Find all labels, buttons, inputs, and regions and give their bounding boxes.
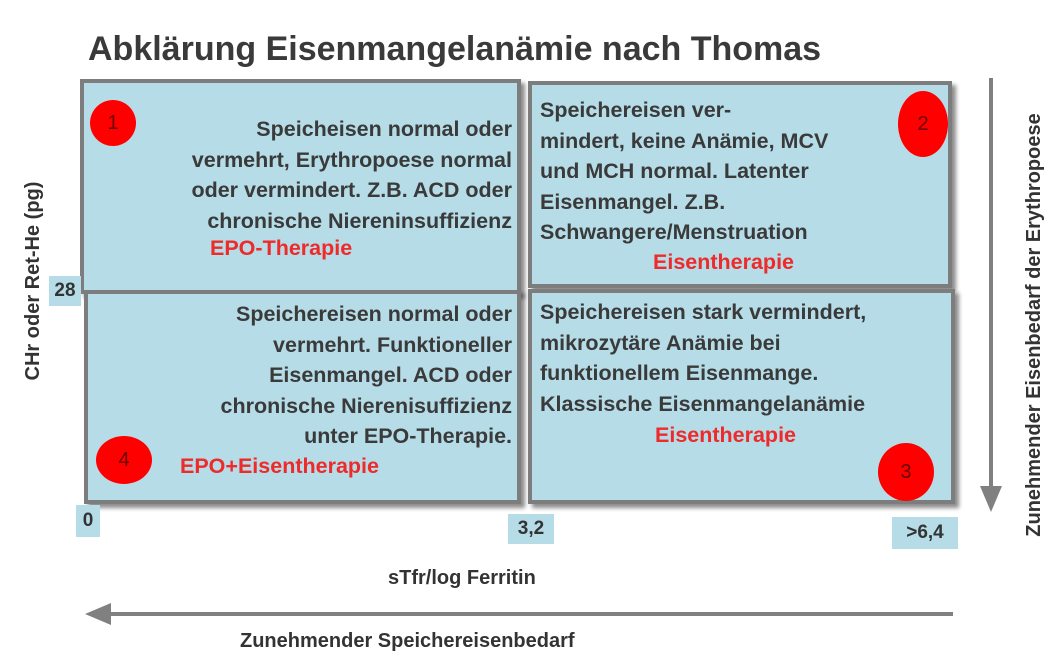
quadrant-4-text: Speichereisen normal oder vermehrt. Funktioneller Eisenmangel. ACD oder chronische Nierenisuffizienz unter EPO-Therapie. — [220, 302, 512, 448]
quadrant-4-number-badge: 4 — [96, 436, 152, 484]
right-arrow-icon — [978, 78, 1004, 514]
quadrant-1-text: Speicheisen normal oder vermehrt, Erythropoese normal oder vermindert. Z.B. ACD oder chronische Niereninsuffizienz — [191, 117, 512, 233]
right-arrow-label: Zunehmender Eisenbedarf der Erythropoese — [1023, 113, 1045, 537]
quadrant-3-therapy: Eisentherapie — [655, 423, 796, 447]
quadrant-2-number-badge: 2 — [898, 91, 948, 157]
x-tick-3-2: 3,2 — [508, 514, 554, 544]
x-tick-origin: 0 — [76, 505, 100, 537]
y-tick-28: 28 — [49, 276, 81, 306]
diagram-title: Abklärung Eisenmangelanämie nach Thomas — [88, 30, 822, 68]
quadrant-1-number-badge: 1 — [90, 100, 136, 146]
quadrant-3-text: Speichereisen stark vermindert, mikrozytäre Anämie bei funktionellem Eisenmange. Klassische Eisenmangelanämie — [540, 300, 867, 416]
bottom-arrow-label: Zunehmender Speichereisenbedarf — [240, 630, 575, 652]
bottom-arrow-icon — [85, 601, 955, 627]
quadrant-4-therapy: EPO+Eisentherapie — [180, 454, 379, 478]
x-axis-label: sTfr/log Ferritin — [388, 567, 536, 589]
quadrant-2-text: Speichereisen ver- mindert, keine Anämie, MCV und MCH normal. Latenter Eisenmangel. Z.B. Schwangere/Menstruation — [540, 98, 829, 244]
quadrant-1-therapy: EPO-Therapie — [210, 236, 353, 260]
x-tick-6-4: >6,4 — [892, 517, 958, 549]
y-axis-label: CHr oder Ret-He (pg) — [22, 181, 44, 381]
quadrant-2-therapy: Eisentherapie — [653, 250, 794, 274]
quadrant-3-number-badge: 3 — [878, 443, 934, 501]
